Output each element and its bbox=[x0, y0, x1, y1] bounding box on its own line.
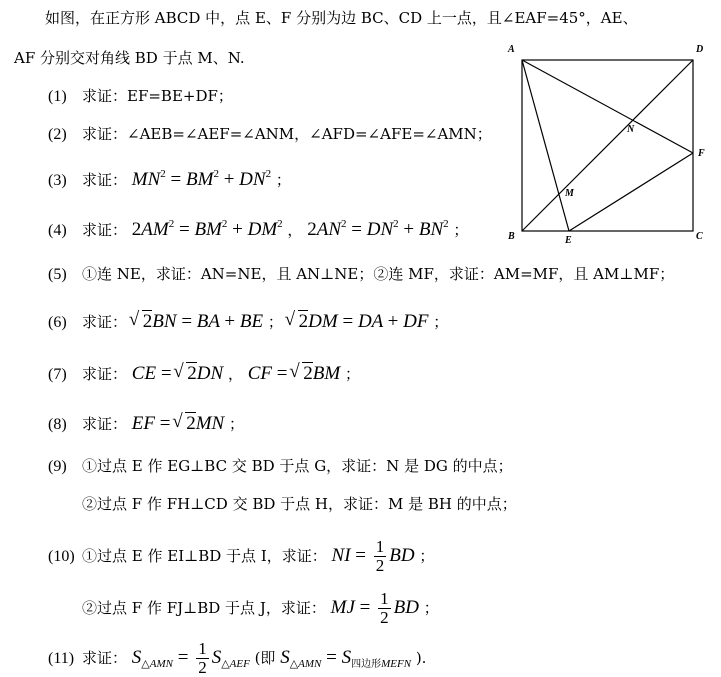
label-e: E bbox=[565, 235, 572, 246]
intro-line-2: AF 分别交对角线 BD 于点 M、N. bbox=[14, 49, 245, 67]
item-text: 求证：∠AEB=∠AEF=∠ANM，∠AFD=∠AFE=∠AMN； bbox=[82, 125, 492, 143]
formula-3: $MN^2 = BM^2 + DN^2$ bbox=[131, 168, 272, 190]
item-2 bbox=[48, 124, 492, 145]
item-prefix: 求证： bbox=[82, 415, 128, 433]
item-number: (6) bbox=[48, 314, 67, 331]
item-8 bbox=[48, 414, 244, 435]
item-10b bbox=[82, 590, 439, 627]
item-suffix: ； bbox=[423, 598, 439, 617]
formula-4a: $2AM^2 = BM^2 + DM^2$ bbox=[131, 218, 283, 240]
paren-close: ). bbox=[415, 648, 427, 667]
item-prefix: 求证： bbox=[82, 365, 128, 383]
item-7 bbox=[48, 364, 360, 385]
formula-6b: √ 2DM = DA + DF bbox=[288, 311, 434, 332]
formula-7a: CE = √ 2DN bbox=[132, 363, 228, 384]
item-suffix: ； bbox=[344, 365, 360, 383]
item-number: (10) bbox=[48, 547, 75, 565]
label-m: M bbox=[565, 188, 574, 199]
item-number: (1) bbox=[48, 88, 67, 105]
label-n: N bbox=[627, 124, 635, 135]
formula-8: EF = √ 2MN bbox=[132, 413, 229, 434]
label-c: C bbox=[696, 231, 703, 242]
square-figure bbox=[503, 40, 705, 246]
formula-10b: MJ = $\frac{1}{2}$ BD bbox=[330, 589, 419, 627]
formula-10a: NI = $\frac{1}{2}$ BD bbox=[331, 537, 415, 575]
item-11 bbox=[48, 640, 426, 677]
item-number: (2) bbox=[48, 126, 67, 143]
item-6 bbox=[48, 312, 448, 333]
item-suffix: ； bbox=[453, 221, 469, 239]
item-separator: ， bbox=[287, 221, 303, 239]
label-d: D bbox=[696, 44, 704, 55]
formula-11-alt: $S_{\triangle AMN} = S_{四边形MEFN}$ bbox=[280, 646, 412, 670]
item-5 bbox=[48, 264, 674, 285]
label-b: B bbox=[508, 231, 515, 242]
item-suffix: ； bbox=[228, 415, 244, 433]
label-f: F bbox=[698, 148, 705, 159]
formula-4b: $2AN^2 = DN^2 + BN^2$ bbox=[307, 218, 449, 240]
item-suffix: ； bbox=[419, 546, 435, 565]
item-1 bbox=[48, 86, 233, 107]
diagonal-bd bbox=[522, 60, 693, 231]
paren-open: (即 bbox=[254, 648, 276, 667]
formula-11: $S_{\triangle AMN}$ = $\frac{1}{2}$ $S_{\triangle AEF}$ bbox=[131, 639, 250, 677]
segment-af bbox=[522, 60, 693, 153]
item-separator: ， bbox=[227, 365, 243, 383]
item-number: (11) bbox=[48, 649, 75, 667]
item-text: ①连 NE，求证：AN=NE，且 AN⊥NE；②连 MF，求证：AM=MF，且 AM⊥MF； bbox=[82, 265, 675, 283]
intro-line-1: 如图，在正方形 ABCD 中，点 E、F 分别为边 BC、CD 上一点，且∠EAF=45°，AE、 bbox=[45, 9, 638, 27]
item-4 bbox=[48, 220, 468, 241]
item-number: (9) bbox=[48, 458, 67, 475]
formula-6a: √ 2BN = BA + BE bbox=[132, 311, 268, 332]
item-number: (5) bbox=[48, 266, 67, 283]
item-text: ①过点 E 作 EG⊥BC 交 BD 于点 G，求证：N 是 DG 的中点； bbox=[82, 457, 513, 475]
item-9b bbox=[82, 494, 517, 514]
item-suffix: ； bbox=[275, 171, 291, 189]
item-prefix: 求证： bbox=[82, 221, 128, 239]
item-10a bbox=[48, 538, 434, 575]
item-3 bbox=[48, 170, 291, 191]
item-text: ②过点 F 作 FH⊥CD 交 BD 于点 H，求证：M 是 BH 的中点； bbox=[82, 495, 517, 513]
item-prefix: 求证： bbox=[82, 648, 128, 667]
item-prefix: 求证： bbox=[82, 313, 128, 331]
item-prefix: 求证： bbox=[82, 171, 128, 189]
item-text: ①过点 E 作 EI⊥BD 于点 I，求证： bbox=[82, 546, 327, 565]
item-number: (3) bbox=[48, 172, 67, 189]
item-text: 求证：EF=BE+DF； bbox=[82, 87, 233, 105]
item-text: ②过点 F 作 FJ⊥BD 于点 J，求证： bbox=[82, 598, 326, 617]
item-suffix: ； bbox=[433, 313, 449, 331]
item-number: (7) bbox=[48, 366, 67, 383]
segment-ae bbox=[522, 60, 569, 231]
item-number: (4) bbox=[48, 222, 67, 239]
item-number: (8) bbox=[48, 416, 67, 433]
label-a: A bbox=[508, 44, 515, 55]
formula-7b: CF = √ 2BM bbox=[248, 363, 345, 384]
item-9a bbox=[48, 456, 513, 477]
item-separator: ； bbox=[267, 313, 283, 331]
